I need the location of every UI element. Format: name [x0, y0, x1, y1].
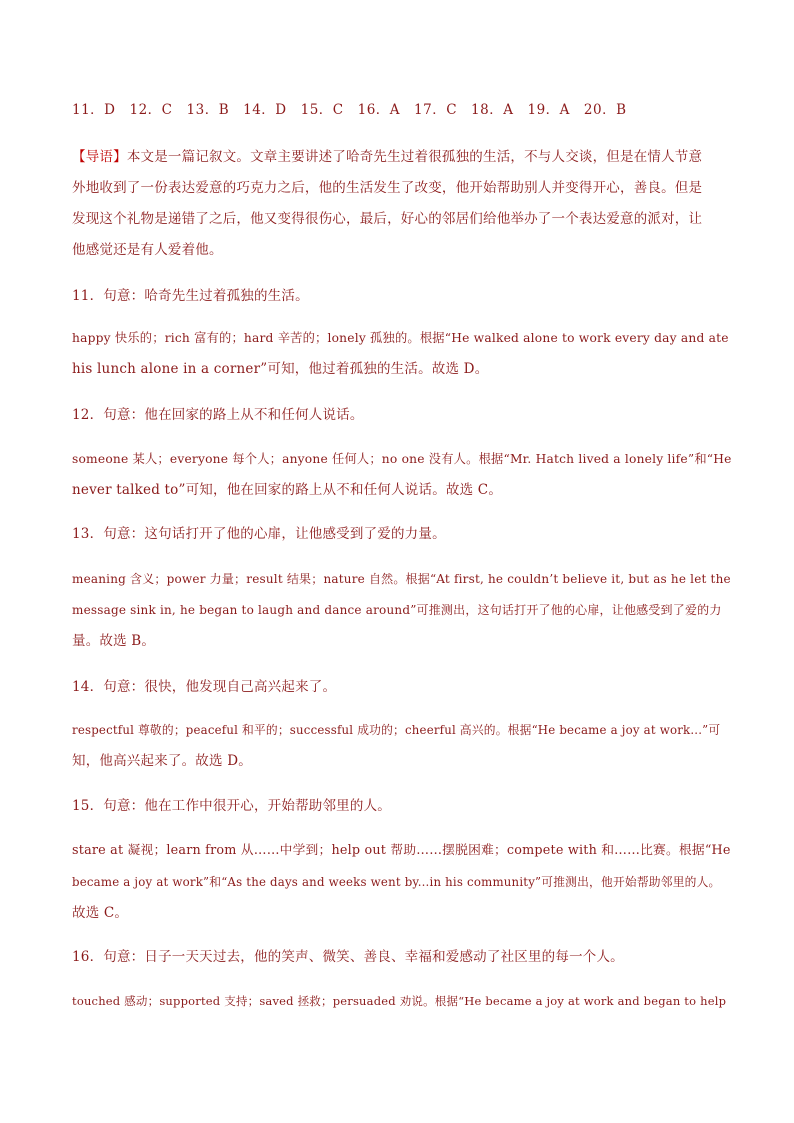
- item-15-line-3: 故选 C。: [72, 905, 129, 921]
- item-14-line-2: 知，他高兴起来了。故选 D。: [72, 753, 252, 769]
- item-13-line-3: 量。故选 B。: [72, 633, 156, 649]
- item-12-line-2: never talked to”可知，他在回家的路上从不和任何人说话。故选 C。: [72, 482, 503, 498]
- item-13-line-1: meaning 含义；power 力量；result 结果；nature 自然。根据“At first, he couldn’t believe it, but as he let the: [72, 572, 731, 586]
- answer-key: 11．D 12．C 13．B 14．D 15．C 16．A 17．C 18．A 19．A 20．B: [72, 102, 627, 118]
- item-15-line-1: stare at 凝视；learn from 从……中学到；help out 帮助……摆脱困难；compete with 和……比赛。根据“He: [72, 843, 731, 858]
- item-16-line-1: touched 感动；supported 支持；saved 拯救；persuaded 劝说。根据“He became a joy at work and began to help: [72, 994, 727, 1008]
- item-11-line-1: happy 快乐的；rich 富有的；hard 辛苦的；lonely 孤独的。根据“He walked alone to work every day and ate: [72, 331, 729, 345]
- item-14-line-1: respectful 尊敬的；peaceful 和平的；successful 成功的；cheerful 高兴的。根据“He became a joy at work...”可: [72, 723, 721, 737]
- intro-line-1: [72, 147, 702, 167]
- item-13-line-2: message sink in, he began to laugh and dance around”可推测出，这句话打开了他的心扉，让他感受到了爱的力: [72, 603, 722, 617]
- item-12-line-1: someone 某人；everyone 每个人；anyone 任何人；no one 没有人。根据“Mr. Hatch lived a lonely life”和“He: [72, 452, 732, 466]
- intro-line-3: 发现这个礼物是递错了之后，他又变得很伤心，最后，好心的邻居们给他举办了一个表达爱意的派对，让: [72, 211, 703, 227]
- item-15-line-2: became a joy at work”和“As the days and weeks went by...in his community”可推测出，他开始帮助邻里的人。: [72, 875, 721, 889]
- item-11-line-2: his lunch alone in a corner”可知，他过着孤独的生活。故选 D。: [72, 361, 489, 377]
- item-15-heading: 15．句意：他在工作中很开心，开始帮助邻里的人。: [72, 798, 391, 814]
- intro-line-4: 他感觉还是有人爱着他。: [72, 242, 223, 258]
- intro-text: 本文是一篇记叙文。文章主要讲述了哈奇先生过着很孤独的生活，不与人交谈，但是在情人节意: [126, 149, 703, 165]
- item-13-heading: 13．句意：这句话打开了他的心扉，让他感受到了爱的力量。: [72, 526, 446, 542]
- item-11-heading: 11．句意：哈奇先生过着孤独的生活。: [72, 288, 309, 304]
- item-14-heading: 14．句意：很快，他发现自己高兴起来了。: [72, 679, 337, 695]
- intro-tag: 【导语】: [72, 149, 127, 165]
- item-12-heading: 12．句意：他在回家的路上从不和任何人说话。: [72, 407, 364, 423]
- item-16-heading: 16．句意：日子一天天过去，他的笑声、微笑、善良、幸福和爱感动了社区里的每一个人。: [72, 949, 624, 965]
- intro-line-2: 外地收到了一份表达爱意的巧克力之后，他的生活发生了改变，他开始帮助别人并变得开心，善良。但是: [72, 180, 703, 196]
